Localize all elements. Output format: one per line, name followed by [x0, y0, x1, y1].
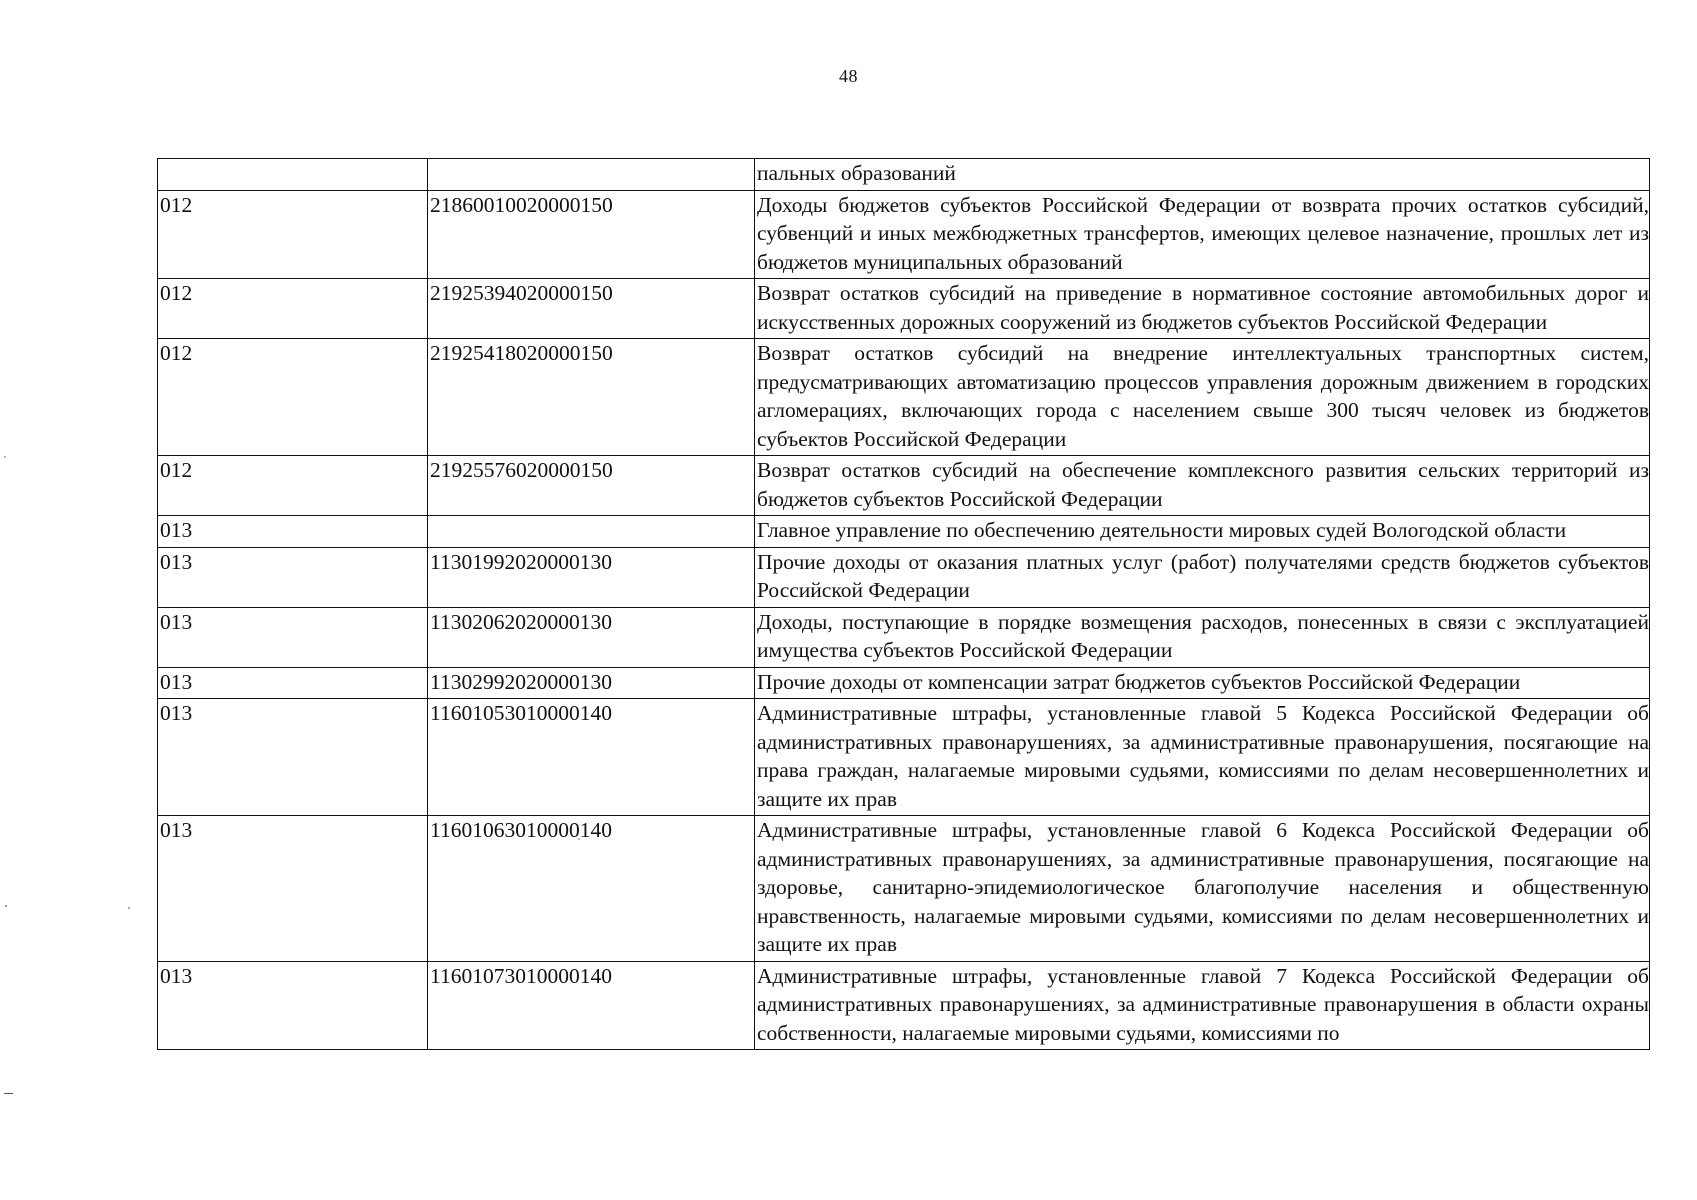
scan-artifact-dot — [128, 907, 130, 909]
scan-artifact-dot — [5, 905, 7, 907]
table-row — [158, 190, 1650, 279]
table-row — [158, 699, 1650, 816]
table-row — [158, 667, 1650, 699]
budget-code-cell: 11601063010000140 — [428, 816, 755, 962]
description-cell: Возврат остатков субсидий на внедрение интеллектуальных транспортных систем, предусматривающих автоматизацию процессов управления дорожным движением в городских агломерациях, включающих города с населением свыше 300 тысяч человек из бюджетов субъектов Российской Федерации — [755, 339, 1650, 456]
description-cell: Административные штрафы, установленные главой 5 Кодекса Российской Федерации об административных правонарушениях, за административные правонарушения, посягающие на права граждан, налагаемые мировыми судьями, комиссиями по делам несовершеннолетних и защите их прав — [755, 699, 1650, 816]
admin-code-cell: 013 — [158, 816, 428, 962]
budget-code-cell: 21925576020000150 — [428, 456, 755, 516]
table-row — [158, 961, 1650, 1050]
description-cell: Административные штрафы, установленные главой 6 Кодекса Российской Федерации об административных правонарушениях, за административные правонарушения, посягающие на здоровье, санитарно-эпидемиологическое благополучие населения и общественную нравственность, налагаемые мировыми судьями, комиссиями по делам несовершеннолетних и защите их прав — [755, 816, 1650, 962]
table-row — [158, 816, 1650, 962]
description-cell: Административные штрафы, установленные главой 7 Кодекса Российской Федерации об административных правонарушениях, за административные правонарушения в области охраны собственности, налагаемые мировыми судьями, комиссиями по — [755, 961, 1650, 1050]
admin-code-cell: 012 — [158, 456, 428, 516]
revenue-codes-table — [157, 158, 1650, 1050]
budget-code-cell: 21925394020000150 — [428, 279, 755, 339]
table-row — [158, 279, 1650, 339]
admin-code-cell: 012 — [158, 279, 428, 339]
table-row — [158, 516, 1650, 548]
budget-code-cell: 11601073010000140 — [428, 961, 755, 1050]
scan-artifact-dash — [4, 1093, 13, 1094]
admin-code-cell: 013 — [158, 547, 428, 607]
admin-code-cell: 013 — [158, 961, 428, 1050]
budget-code-cell: 21925418020000150 — [428, 339, 755, 456]
budget-code-cell: 21860010020000150 — [428, 190, 755, 279]
admin-code-cell: 013 — [158, 516, 428, 548]
admin-code-cell — [158, 159, 428, 191]
table-row — [158, 456, 1650, 516]
budget-code-cell: 11301992020000130 — [428, 547, 755, 607]
description-cell: пальных образований — [755, 159, 1650, 191]
scan-artifact-dot — [4, 456, 6, 458]
budget-code-cell — [428, 159, 755, 191]
table-row — [158, 547, 1650, 607]
table-row — [158, 159, 1650, 191]
admin-code-cell: 013 — [158, 607, 428, 667]
admin-code-cell: 013 — [158, 699, 428, 816]
budget-code-cell: 11302062020000130 — [428, 607, 755, 667]
description-cell: Доходы бюджетов субъектов Российской Федерации от возврата прочих остатков субсидий, субвенций и иных межбюджетных трансфертов, имеющих целевое назначение, прошлых лет из бюджетов муниципальных образований — [755, 190, 1650, 279]
admin-code-cell: 012 — [158, 190, 428, 279]
budget-code-cell: 11302992020000130 — [428, 667, 755, 699]
table-row — [158, 607, 1650, 667]
description-cell: Возврат остатков субсидий на обеспечение комплексного развития сельских территорий из бюджетов субъектов Российской Федерации — [755, 456, 1650, 516]
budget-code-cell — [428, 516, 755, 548]
description-cell: Прочие доходы от компенсации затрат бюджетов субъектов Российской Федерации — [755, 667, 1650, 699]
description-cell: Главное управление по обеспечению деятельности мировых судей Вологодской области — [755, 516, 1650, 548]
admin-code-cell: 013 — [158, 667, 428, 699]
description-cell: Доходы, поступающие в порядке возмещения расходов, понесенных в связи с эксплуатацией имущества субъектов Российской Федерации — [755, 607, 1650, 667]
page-number: 48 — [839, 66, 858, 86]
description-cell: Прочие доходы от оказания платных услуг (работ) получателями средств бюджетов субъектов Российской Федерации — [755, 547, 1650, 607]
description-cell: Возврат остатков субсидий на приведение в нормативное состояние автомобильных дорог и искусственных дорожных сооружений из бюджетов субъектов Российской Федерации — [755, 279, 1650, 339]
budget-code-cell: 11601053010000140 — [428, 699, 755, 816]
table-row — [158, 339, 1650, 456]
admin-code-cell: 012 — [158, 339, 428, 456]
